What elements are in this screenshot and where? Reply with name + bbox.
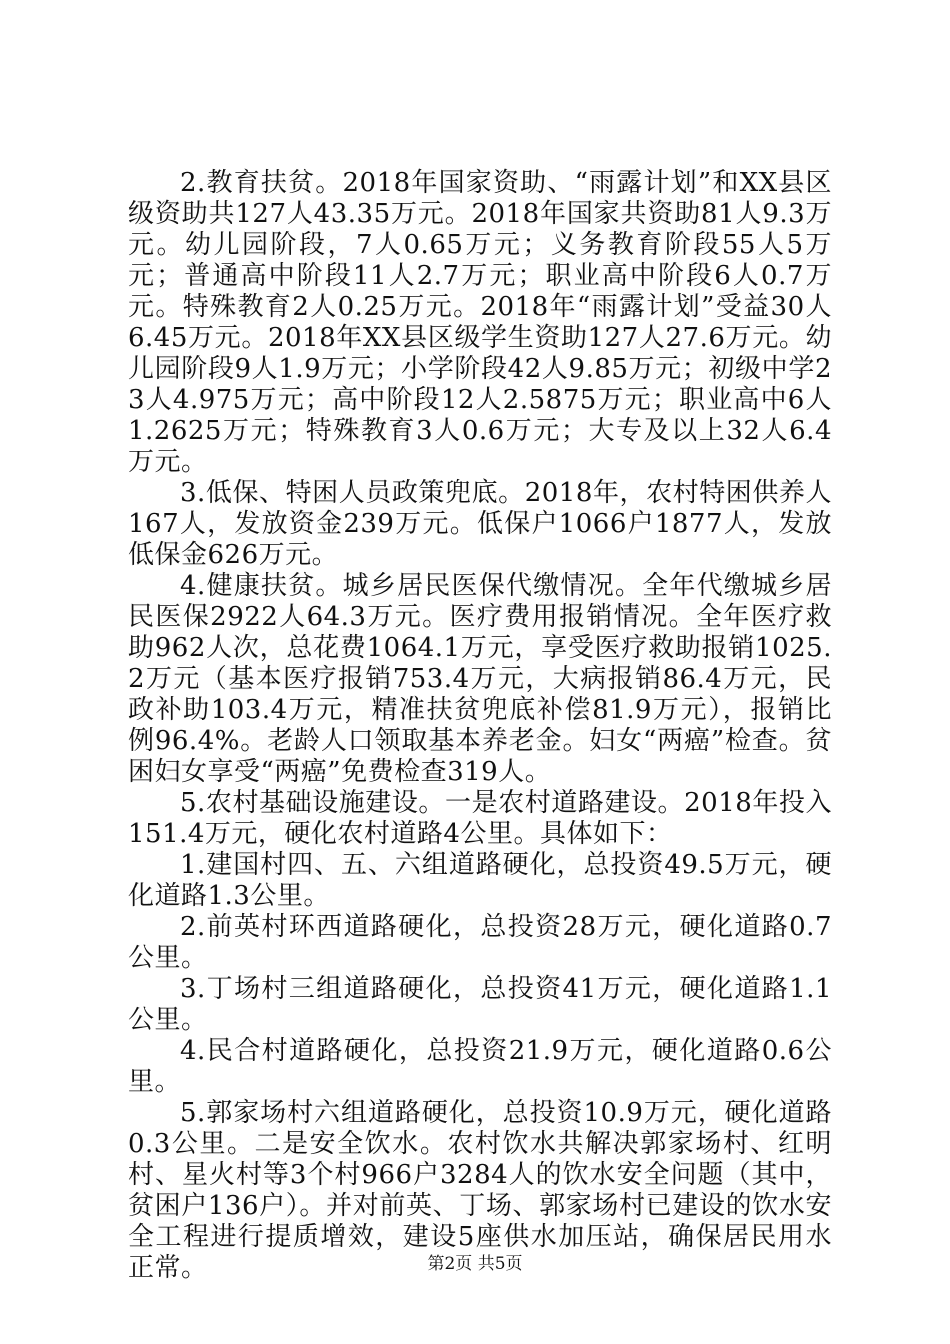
paragraph-minimum-living: 3.低保、特困人员政策兜底。2018年，农村特困供养人167人，发放资金239万元。低保户1066户1877人，发放低保金626万元。 xyxy=(128,478,832,570)
page-number: 第2页 共5页 xyxy=(427,1254,523,1274)
paragraph-road-2: 2.前英村环西道路硬化，总投资28万元，硬化道路0.7公里。 xyxy=(128,912,832,973)
paragraph-health: 4.健康扶贫。城乡居民医保代缴情况。全年代缴城乡居民医保2922人64.3万元。医疗费用报销情况。全年医疗救助962人次，总花费1064.1万元，享受医疗救助报销1025.2万元（基本医疗报销753.4万元，大病报销86.4万元，民政补助103.4万元，精准扶贫兜底补偿81.9万元），报销比例96.4%。老龄人口领取基本养老金。妇女“两癌”检查。贫困妇女享受“两癌”免费检查319人。 xyxy=(128,571,832,787)
paragraph-road-1: 1.建国村四、五、六组道路硬化，总投资49.5万元，硬化道路1.3公里。 xyxy=(128,850,832,911)
paragraph-infrastructure: 5.农村基础设施建设。一是农村道路建设。2018年投入151.4万元，硬化农村道路4公里。具体如下： xyxy=(128,788,832,849)
paragraph-road-3: 3.丁场村三组道路硬化，总投资41万元，硬化道路1.1公里。 xyxy=(128,974,832,1035)
paragraph-road-5-water: 5.郭家场村六组道路硬化，总投资10.9万元，硬化道路0.3公里。二是安全饮水。农村饮水共解决郭家场村、红明村、星火村等3个村966户3284人的饮水安全问题（其中，贫困户136户）。并对前英、丁场、郭家场村已建设的饮水安全工程进行提质增效，建设5座供水加压站，确保居民用水正常。 xyxy=(128,1098,832,1283)
paragraph-road-4: 4.民合村道路硬化，总投资21.9万元，硬化道路0.6公里。 xyxy=(128,1036,832,1097)
document-body xyxy=(128,168,832,1284)
paragraph-education: 2.教育扶贫。2018年国家资助、“雨露计划”和XX县区级资助共127人43.35万元。2018年国家共资助81人9.3万元。幼儿园阶段，7人0.65万元；义务教育阶段55人5万元；普通高中阶段11人2.7万元；职业高中阶段6人0.7万元。特殊教育2人0.25万元。2018年“雨露计划”受益30人6.45万元。2018年XX县区级学生资助127人27.6万元。幼儿园阶段9人1.9万元；小学阶段42人9.85万元；初级中学23人4.975万元；高中阶段12人2.5875万元；职业高中6人1.2625万元；特殊教育3人0.6万元；大专及以上32人6.4万元。 xyxy=(128,168,832,477)
